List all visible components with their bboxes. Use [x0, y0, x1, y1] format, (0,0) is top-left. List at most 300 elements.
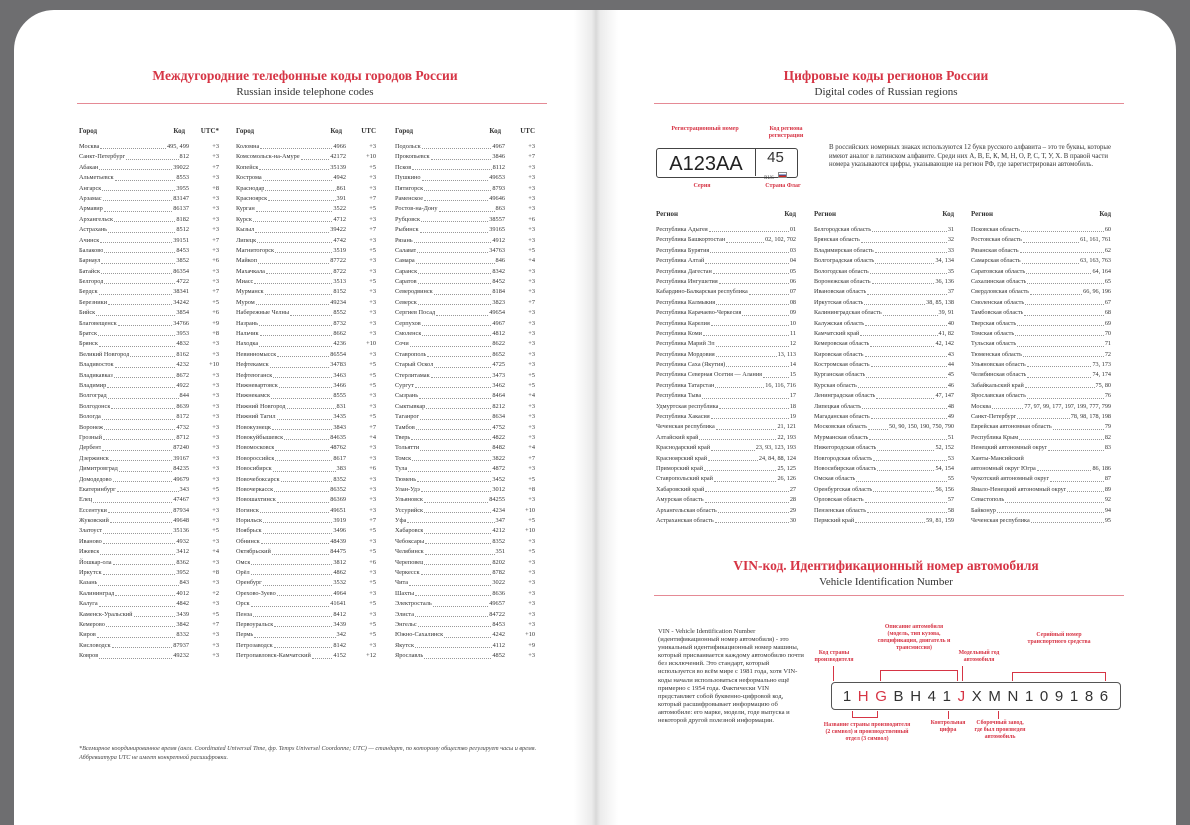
table-row [656, 506, 796, 516]
phone-code: 4722 [176, 278, 189, 286]
phone-code: 3412 [176, 548, 189, 556]
utc-offset: +5 [369, 278, 376, 286]
phone-code: 3812 [333, 558, 346, 566]
phone-code: 8712 [176, 433, 189, 441]
phone-code: 351 [495, 548, 505, 556]
region-code: 47, 147 [935, 392, 954, 400]
dot-leader [260, 142, 332, 149]
dot-leader [719, 402, 788, 409]
utc-offset: +3 [369, 506, 376, 514]
table-row [395, 236, 535, 246]
vin-char: 8 [1084, 687, 1095, 705]
phone-code: 35139 [330, 163, 346, 171]
region-code: 28 [789, 496, 796, 504]
phone-code: 39165 [489, 226, 505, 234]
vin-char: 9 [1054, 687, 1065, 705]
phone-code: 3823 [492, 298, 505, 306]
table-row [79, 464, 219, 474]
table-row [79, 142, 219, 152]
table-row [395, 339, 535, 349]
table-row [236, 142, 376, 152]
region-code: 79 [1104, 423, 1111, 431]
dot-leader [274, 620, 332, 627]
vin-char: 1 [942, 687, 952, 705]
phone-code: 3022 [492, 579, 505, 587]
region-code: 87 [1104, 475, 1111, 483]
utc-offset: +3 [528, 288, 535, 296]
region-name: Брянская область [814, 236, 860, 244]
phone-code: 495, 499 [166, 143, 189, 150]
header-city: Город [79, 127, 98, 135]
city-name: Москва [79, 143, 100, 150]
utc-offset: +6 [212, 309, 219, 317]
city-name: Березники [79, 298, 108, 306]
dot-leader [256, 298, 329, 305]
utc-offset: +3 [212, 371, 219, 379]
region-name: Амурская область [656, 496, 704, 504]
vin-char: 4 [927, 687, 937, 705]
dot-leader [270, 360, 330, 367]
header-code: Код [489, 127, 501, 135]
phone-code: 8362 [176, 558, 189, 566]
table-row [79, 360, 219, 370]
city-name: Ессентуки [79, 506, 107, 514]
utc-offset: +5 [369, 381, 376, 389]
phone-code: 863 [495, 205, 505, 213]
city-name: Тамбов [395, 423, 415, 431]
city-name: Электросталь [395, 600, 432, 608]
city-name: Орехово-Зуево [236, 589, 276, 597]
utc-offset: +3 [212, 340, 219, 348]
dot-leader [1022, 256, 1079, 263]
table-row [814, 370, 954, 380]
table-row [656, 433, 796, 443]
table-row [79, 443, 219, 453]
utc-offset: +7 [369, 226, 376, 234]
dot-leader [427, 350, 491, 357]
phone-code: 4942 [333, 174, 346, 182]
table-row [236, 381, 376, 391]
city-name: Северск [395, 298, 417, 306]
table-row [236, 204, 376, 214]
city-name: Новочебоксарск [236, 475, 280, 483]
region-code: 03 [789, 246, 796, 254]
city-name: Бийск [79, 309, 96, 317]
utc-offset: +7 [369, 194, 376, 202]
phone-code: 39151 [173, 236, 189, 244]
dot-leader [251, 568, 333, 575]
city-name: Миасс [236, 278, 254, 286]
header-code: Код [173, 127, 185, 135]
dot-leader [410, 339, 492, 346]
dot-leader [871, 360, 947, 367]
table-row [79, 641, 219, 651]
table-row [971, 370, 1111, 380]
table-row [971, 443, 1111, 453]
dot-leader [265, 287, 333, 294]
dot-leader [274, 641, 333, 648]
city-name: Вологда [79, 413, 101, 421]
table-row [236, 620, 376, 630]
table-row [656, 256, 796, 266]
utc-offset: +5 [528, 475, 535, 483]
city-name: Владимир [79, 381, 107, 389]
phone-code: 4967 [492, 319, 505, 327]
city-name: Белгород [79, 278, 104, 286]
table-row [656, 350, 796, 360]
dot-leader [716, 339, 789, 346]
city-name: Архангельск [79, 215, 114, 223]
region-code: 46 [947, 381, 954, 389]
region-code: 27 [789, 485, 796, 493]
utc-offset: +4 [528, 392, 535, 400]
table-row [236, 641, 376, 651]
table-row [79, 433, 219, 443]
city-name: Ростов-на-Дону [395, 205, 438, 213]
dot-leader [100, 142, 166, 149]
city-name: Бердск [79, 288, 98, 296]
region-name: Ростовская область [971, 236, 1022, 244]
region-code: 53 [947, 454, 954, 462]
city-name: Якутск [395, 641, 415, 649]
dot-leader [100, 547, 175, 554]
dot-leader [272, 423, 332, 430]
table-row [814, 287, 954, 297]
table-row [395, 475, 535, 485]
dot-leader [699, 433, 776, 440]
table-header [236, 126, 376, 142]
city-name: Екатеринбург [79, 485, 116, 493]
city-name: Астрахань [79, 226, 108, 234]
utc-offset: +5 [528, 246, 535, 254]
utc-offset: +6 [212, 257, 219, 265]
dot-leader [418, 277, 492, 284]
table-row [395, 558, 535, 568]
dot-leader [115, 589, 175, 596]
dot-leader [268, 194, 335, 201]
dot-leader [876, 391, 934, 398]
utc-offset: +5 [212, 298, 219, 306]
city-name: Назрань [236, 319, 259, 327]
region-name: Республика Дагестан [656, 267, 712, 275]
city-name: Пушкино [395, 174, 421, 182]
phone-code: 8464 [492, 392, 505, 400]
dot-leader [424, 194, 488, 201]
utc-offset: +10 [525, 506, 535, 514]
region-code: 86, 186 [1092, 464, 1111, 472]
table-row [656, 464, 796, 474]
dot-leader [112, 641, 173, 648]
city-name: Калининград [79, 589, 115, 597]
phone-table-col-1 [79, 126, 219, 662]
vin-subtitle: Vehicle Identification Number [819, 576, 953, 588]
vin-pointer [948, 711, 949, 719]
region-code: 71 [1104, 340, 1111, 348]
table-row [79, 620, 219, 630]
region-code: 66, 96, 196 [1083, 288, 1111, 296]
region-name: Кабардино-Балкарская республика [656, 288, 748, 296]
utc-offset: +3 [528, 433, 535, 441]
table-row [814, 246, 954, 256]
city-name: Новочеркасск [236, 485, 274, 493]
dot-leader [103, 568, 176, 575]
table-row [79, 402, 219, 412]
region-code: 74, 174 [1092, 371, 1111, 379]
table-row [814, 391, 954, 401]
dot-leader [284, 433, 329, 440]
dot-leader [258, 256, 329, 263]
utc-offset: +3 [212, 496, 219, 504]
table-row [395, 329, 535, 339]
region-code: 09 [789, 309, 796, 317]
phone-code: 87240 [173, 444, 189, 452]
utc-offset: +3 [528, 610, 535, 618]
table-row [236, 319, 376, 329]
city-name: Самара [395, 257, 415, 265]
city-name: Калуга [79, 600, 98, 608]
table-row [236, 651, 376, 661]
region-codes-title: Цифровые коды регионов России [783, 68, 989, 83]
city-name: Томск [395, 454, 412, 462]
city-name: Махачкала [236, 267, 265, 275]
region-code: 65 [1104, 277, 1111, 285]
vin-char: 1 [842, 687, 853, 705]
dot-leader [261, 537, 330, 544]
utc-offset: +3 [528, 600, 535, 608]
phone-code: 49232 [173, 652, 189, 660]
phone-code: 38557 [489, 215, 505, 223]
phone-code: 3439 [176, 610, 189, 618]
phone-code: 3439 [333, 620, 346, 628]
city-name: Батайск [79, 267, 101, 275]
dot-leader [715, 381, 764, 388]
region-code: 01 [789, 226, 796, 233]
city-name: Подольск [395, 143, 421, 150]
header-code: Код [1099, 210, 1111, 218]
utc-offset: +7 [212, 288, 219, 296]
city-name: Рыбинск [395, 226, 419, 234]
utc-offset: +3 [528, 350, 535, 358]
city-name: Уссурийск [395, 506, 424, 514]
region-code: 64, 164 [1092, 267, 1111, 275]
dot-leader [426, 402, 491, 409]
table-row [79, 308, 219, 318]
region-name: Новгородская область [814, 454, 873, 462]
city-name: Димитровград [79, 465, 118, 473]
city-name: Улан-Удэ [395, 485, 420, 493]
phone-code: 3435 [333, 413, 346, 421]
table-row [656, 391, 796, 401]
phone-table-col-2 [236, 126, 376, 662]
utc-offset: +9 [212, 319, 219, 327]
region-name: Еврейская автономная область [971, 423, 1052, 431]
dot-leader [424, 558, 491, 565]
dot-leader [101, 256, 175, 263]
dot-leader [709, 225, 789, 232]
region-name: Омская область [814, 475, 856, 483]
dot-leader [436, 308, 488, 315]
table-row [656, 402, 796, 412]
phone-code: 8732 [333, 319, 346, 327]
city-name: Альметьевск [79, 174, 114, 182]
region-name: Ярославская область [971, 392, 1026, 400]
region-name: Калужская область [814, 319, 865, 327]
table-row [236, 547, 376, 557]
table-header [395, 126, 535, 142]
city-name: Стерлитамак [395, 371, 430, 379]
utc-offset: +5 [212, 610, 219, 618]
table-row [236, 194, 376, 204]
city-name: Челябинск [395, 548, 424, 556]
dot-leader [263, 173, 333, 180]
phone-code: 41641 [330, 600, 346, 608]
dot-leader [1019, 433, 1104, 440]
utc-offset: +3 [369, 454, 376, 462]
city-name: Дзержинск [79, 454, 109, 462]
utc-offset: +4 [369, 433, 376, 441]
phone-code: 48762 [330, 444, 346, 452]
table-row [79, 236, 219, 246]
city-name: Кострома [236, 174, 262, 182]
vin-label-country: Код страны производителя [814, 650, 854, 663]
table-row [395, 433, 535, 443]
region-name: Сахалинская область [971, 277, 1027, 285]
table-row [971, 319, 1111, 329]
utc-offset: +3 [369, 215, 376, 223]
table-row [395, 599, 535, 609]
dot-leader [1050, 474, 1104, 481]
dot-leader [418, 298, 492, 305]
region-name: Республика Бурятия [656, 246, 710, 254]
city-name: Псков [395, 163, 412, 171]
dot-leader [108, 506, 172, 513]
dot-leader [872, 225, 947, 232]
header-utc: UTC [361, 127, 376, 135]
table-row [971, 412, 1111, 422]
dot-leader [856, 474, 946, 481]
city-name: Новосибирск [236, 465, 272, 473]
utc-offset: +5 [528, 548, 535, 556]
dot-leader [705, 485, 789, 492]
dot-leader [1015, 329, 1104, 336]
city-name: Киров [79, 631, 96, 639]
phone-code: 3919 [333, 517, 346, 525]
city-name: Прокопьевск [395, 153, 430, 161]
city-name: Воронеж [79, 423, 104, 431]
utc-offset: +3 [212, 381, 219, 389]
region-name: Курская область [814, 381, 857, 389]
table-row [656, 422, 796, 432]
table-row [395, 350, 535, 360]
city-name: Октябрьский [236, 548, 271, 556]
table-row [395, 287, 535, 297]
dot-leader [287, 402, 336, 409]
phone-code: 49651 [330, 506, 346, 514]
dot-leader [113, 558, 176, 565]
table-row [79, 610, 219, 620]
region-code: 72 [1104, 350, 1111, 358]
dot-leader [102, 184, 175, 191]
table-row [79, 319, 219, 329]
region-name: Республика Карелия [656, 319, 710, 327]
city-name: Новороссийск [236, 454, 275, 462]
dot-leader [113, 475, 173, 482]
left-page [14, 10, 596, 825]
utc-offset: +3 [369, 236, 376, 244]
region-name: Чукотский автономный округ [971, 475, 1050, 483]
city-name: Копейск [236, 163, 259, 171]
table-row [971, 339, 1111, 349]
city-name: Ижевск [79, 548, 100, 556]
dot-leader [117, 485, 179, 492]
vin-char: N [1007, 687, 1020, 705]
phone-code: 84235 [173, 465, 189, 473]
phone-code: 87722 [330, 257, 346, 265]
city-name: Омск [236, 558, 251, 566]
dot-leader [93, 495, 172, 502]
phone-code: 4242 [492, 631, 505, 639]
phone-code: 343 [179, 485, 189, 493]
utc-offset: +4 [528, 444, 535, 452]
title-rule [654, 103, 1124, 104]
dot-leader [259, 163, 329, 170]
phone-code: 4752 [492, 423, 505, 431]
utc-offset: +5 [369, 620, 376, 628]
phone-code: 8112 [492, 163, 505, 171]
plate-description: В российских номерных знаках используются 12 букв русского алфавита – это те буквы, которые имеют аналог в латинском алфавите. Среди них А, В, Е, К, М, Н, О, Р, С, Т, У, Х. В правой части номера указываются цифры, указывающие на регион РФ, где зарегистрирован автомобиль. [829, 144, 1111, 169]
region-name: Белгородская область [814, 226, 872, 233]
utc-offset: +3 [212, 517, 219, 525]
phone-code: 3513 [333, 278, 346, 286]
dot-leader [98, 329, 175, 336]
dot-leader [108, 298, 172, 305]
phone-code: 8172 [176, 413, 189, 421]
table-row [79, 578, 219, 588]
phone-code: 8212 [492, 402, 505, 410]
phone-code: 8184 [492, 288, 505, 296]
dot-leader [439, 204, 495, 211]
region-code: 18 [789, 402, 796, 410]
dot-leader [277, 589, 333, 596]
utc-offset: +3 [528, 319, 535, 327]
utc-offset: +3 [528, 226, 535, 234]
utc-offset: +3 [528, 589, 535, 597]
dot-leader [877, 464, 934, 471]
region-code: 95 [1104, 516, 1111, 524]
table-row [236, 329, 376, 339]
utc-offset: +3 [369, 298, 376, 306]
table-row [79, 475, 219, 485]
dot-leader [867, 287, 946, 294]
dot-leader [705, 256, 788, 263]
phone-code: 844 [179, 392, 189, 400]
city-name: Северодвинск [395, 288, 433, 296]
utc-offset: +3 [369, 184, 376, 192]
region-name: Воронежская область [814, 277, 871, 285]
utc-offset: +7 [369, 517, 376, 525]
dot-leader [716, 298, 789, 305]
vin-char: 1 [1069, 687, 1080, 705]
city-name: Муром [236, 298, 255, 306]
phone-code: 8452 [492, 278, 505, 286]
utc-offset: +3 [369, 641, 376, 649]
utc-offset: +3 [369, 174, 376, 182]
dot-leader [870, 267, 947, 274]
utc-offset: +6 [528, 215, 535, 223]
utc-offset: +8 [212, 569, 219, 577]
vin-bracket-description [880, 670, 958, 681]
dot-leader [265, 184, 335, 191]
